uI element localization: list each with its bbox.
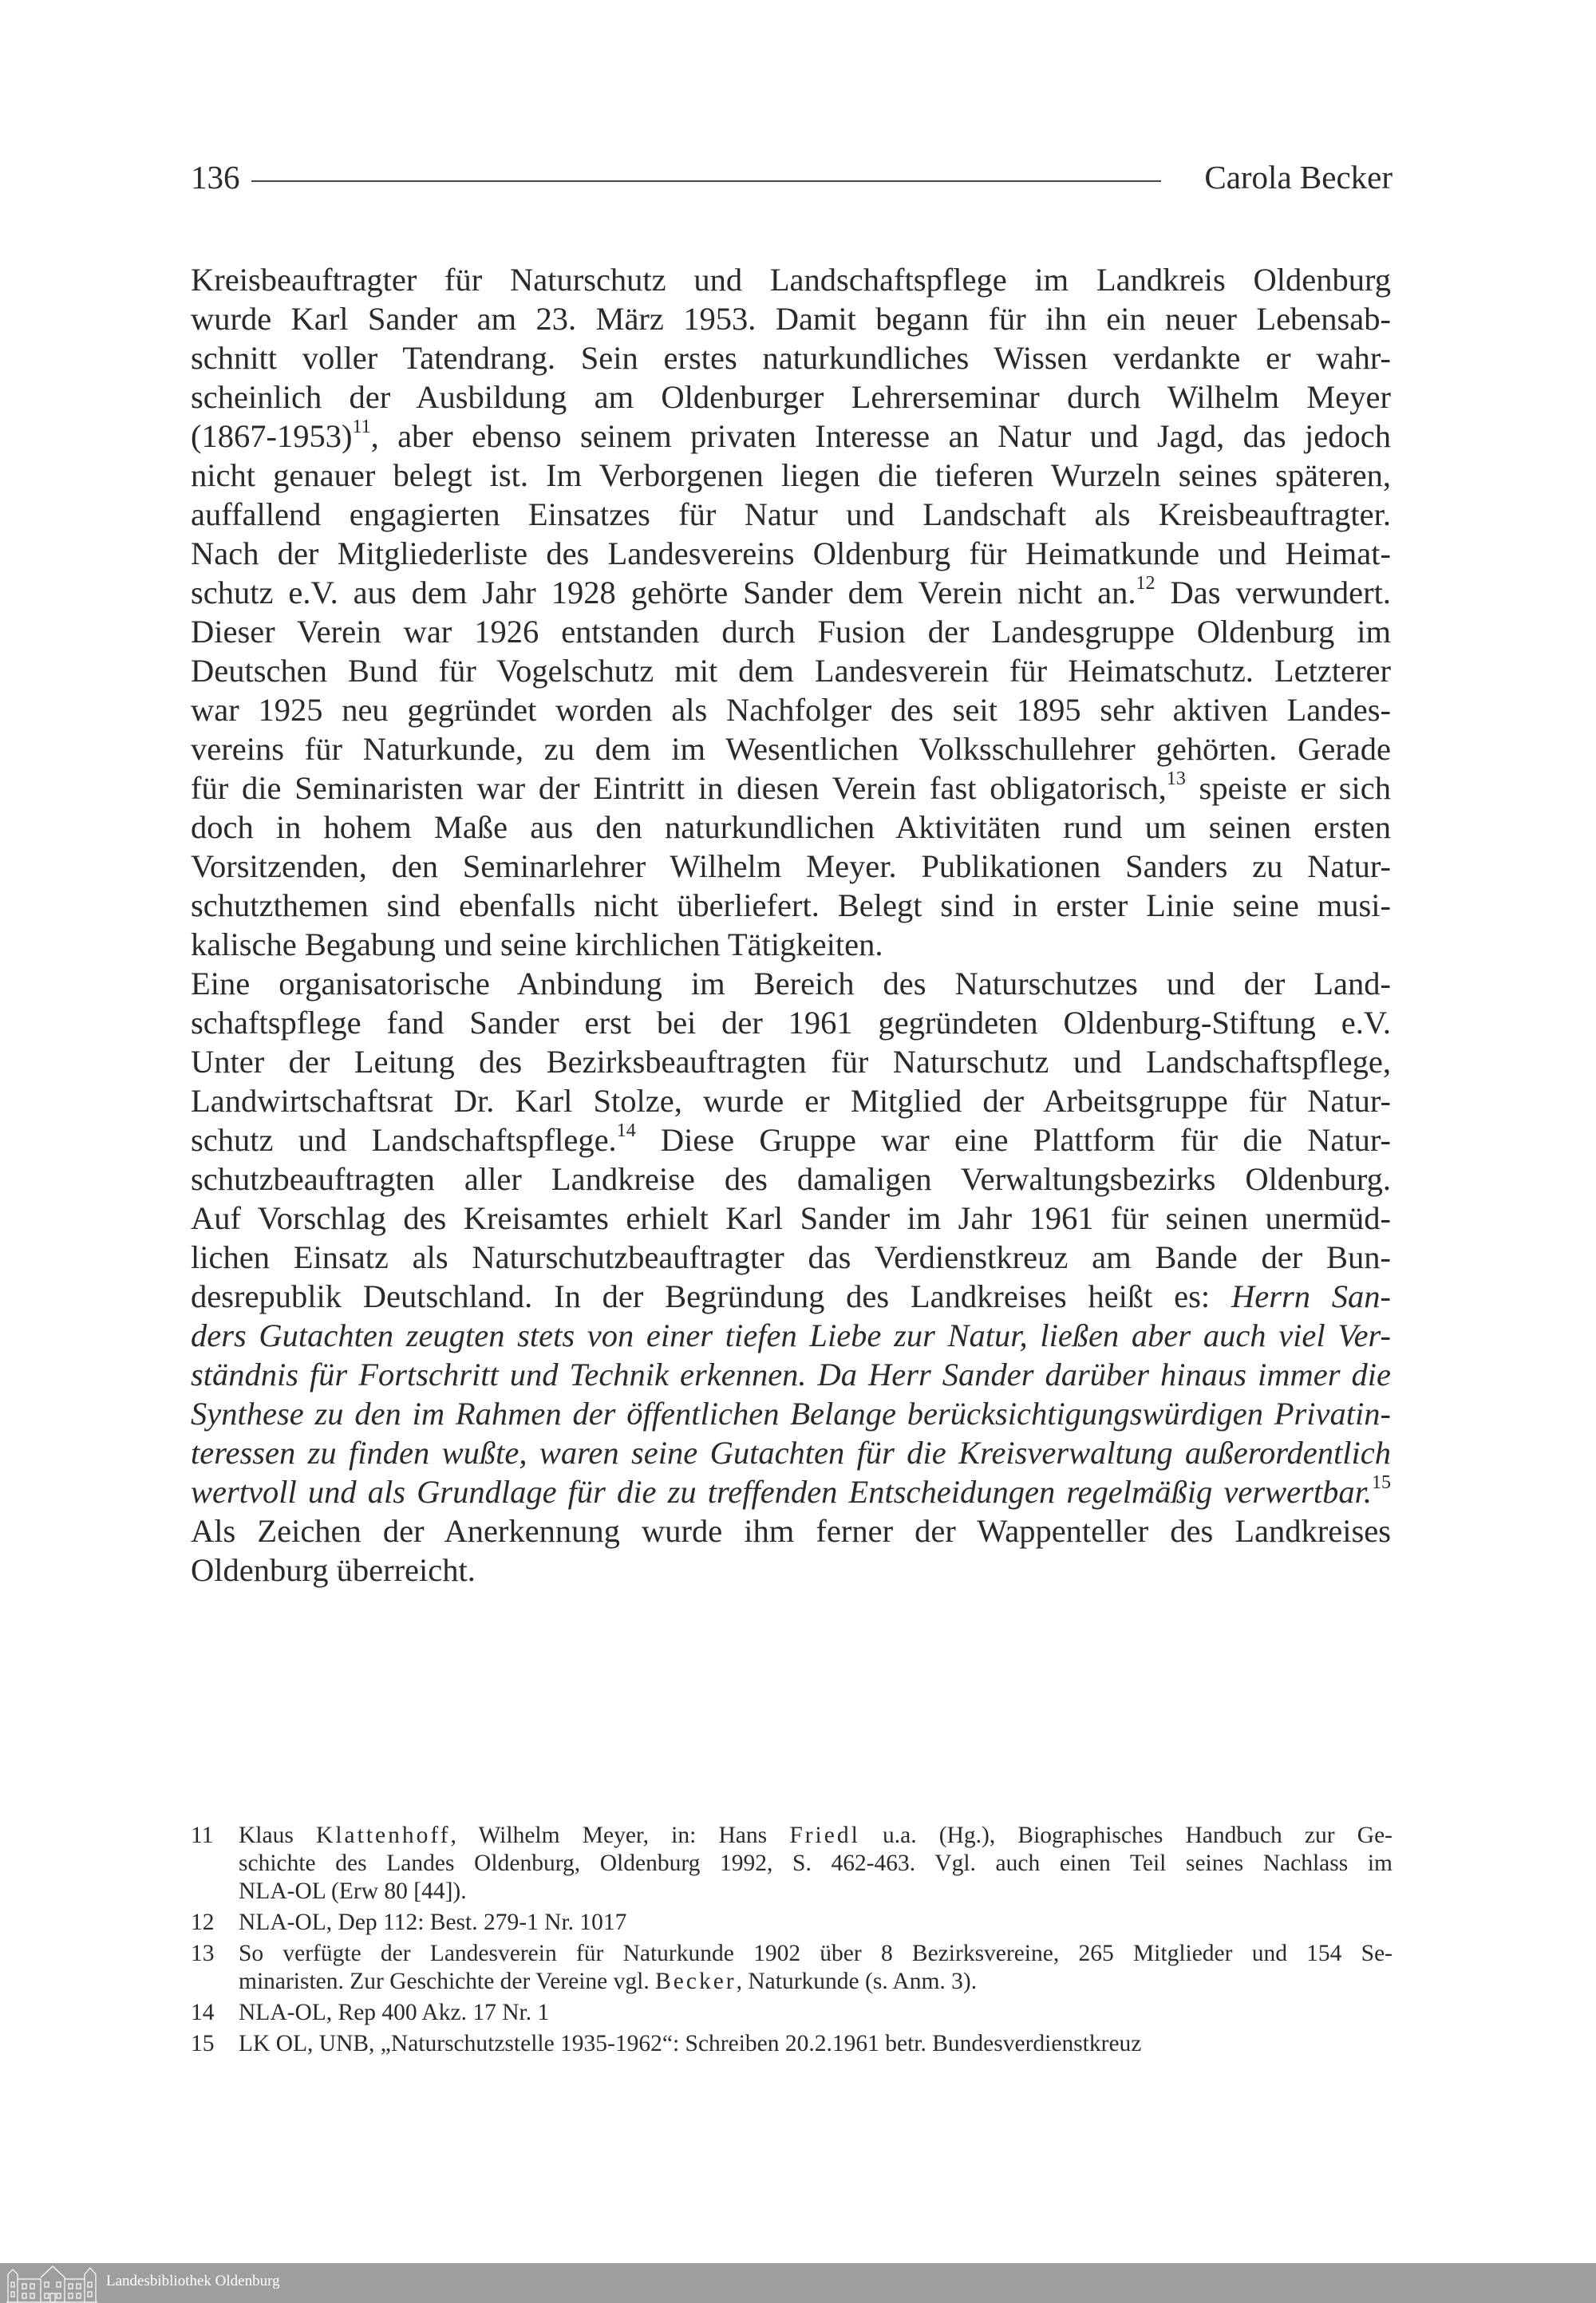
text-line [191, 377, 1391, 417]
footnote-number: 11 [191, 1823, 214, 1848]
text-line [191, 573, 1391, 612]
text-segment: minaristen. Zur Geschichte der Vereine vgl. [239, 1969, 656, 1994]
text-line [191, 886, 1391, 925]
text-segment: , Wilhelm Meyer, in: Hans [450, 1823, 790, 1848]
text-segment: NLA-OL (Erw 80 [44]). [239, 1878, 467, 1904]
footnote-line [239, 1822, 1393, 1850]
text-segment: So verfügte der Landesverein für Naturkunde 1902 über 8 Bezirksvereine, 265 Mitglieder und 154 Se- [239, 1941, 1393, 1966]
footnote-number: 12 [191, 1910, 215, 1935]
footnote [191, 1909, 1393, 1937]
footnote-line [239, 2030, 1393, 2058]
header-rule [251, 180, 1161, 182]
text-segment: NLA-OL, Rep 400 Akz. 17 Nr. 1 [239, 2000, 550, 2025]
text-segment: Becker [655, 1969, 737, 1994]
text-line [191, 495, 1391, 534]
text-line [191, 651, 1391, 690]
text-line [191, 1120, 1391, 1159]
text-segment: teressen zu finden wußte, waren seine Gutachten für die Kreisverwaltung außerordentlich [191, 1435, 1391, 1471]
text-segment: (1867-1953) [191, 418, 353, 454]
text-segment: doch in hohem Maße aus den naturkundlichen Aktivitäten rund um seinen ersten [191, 809, 1391, 845]
text-segment: Vorsitzenden, den Seminarlehrer Wilhelm Meyer. Publikationen Sanders zu Natur- [191, 848, 1391, 884]
text-segment: auffallend engagierten Einsatzes für Natur und Landschaft als Kreisbeauftragter. [191, 496, 1391, 532]
text-segment: Deutschen Bund für Vogelschutz mit dem Landesverein für Heimatschutz. Letzterer [191, 653, 1391, 689]
text-segment: Klaus [239, 1823, 317, 1848]
text-segment: Nach der Mitgliederliste des Landesvereins Oldenburg für Heimatkunde und Heimat- [191, 535, 1391, 571]
text-segment: Klattenhoff [316, 1823, 451, 1848]
text-segment: u.a. (Hg.), Biographisches Handbuch zur Ge- [859, 1823, 1393, 1848]
text-segment: Als Zeichen der Anerkennung wurde ihm ferner der Wappenteller des Landkreises [191, 1513, 1391, 1549]
footnote [191, 1999, 1393, 2027]
text-segment: Oldenburg überreicht. [191, 1552, 476, 1588]
text-segment: schichte des Landes Oldenburg, Oldenburg 1992, S. 462-463. Vgl. auch einen Teil seines Nachlass im [239, 1851, 1393, 1876]
text-segment: wurde Karl Sander am 23. März 1953. Damit begann für ihn ein neuer Lebensab- [191, 301, 1391, 337]
text-segment: war 1925 neu gegründet worden als Nachfolger des seit 1895 sehr aktiven Landes- [191, 692, 1391, 728]
footnote-line [239, 1909, 1393, 1937]
running-header [191, 158, 1393, 198]
text-line [191, 299, 1391, 338]
text-segment: Unter der Leitung des Bezirksbeauftragten für Naturschutz und Landschaftspflege, [191, 1044, 1391, 1080]
text-segment: LK OL, UNB, „Naturschutzstelle 1935-1962“: Schreiben 20.2.1961 betr. Bundesverdienstkreuz [239, 2031, 1142, 2056]
text-segment: Das verwundert. [1155, 575, 1391, 610]
text-segment: schutzbeauftragten aller Landkreise des damaligen Verwaltungsbezirks Oldenburg. [191, 1161, 1391, 1197]
footnote-reference: 13 [1166, 768, 1186, 789]
text-segment: für die Seminaristen war der Eintritt in diesen Verein fast obligatorisch, [191, 770, 1167, 806]
text-line [191, 1472, 1391, 1511]
text-segment: ständnis für Fortschritt und Technik erkennen. Da Herr Sander darüber hinaus immer die [191, 1357, 1391, 1392]
library-name: Landesbibliothek Oldenburg [106, 2273, 280, 2289]
text-line [191, 808, 1391, 847]
footnote [191, 1822, 1393, 1906]
body-text [191, 260, 1391, 1590]
text-segment: schutz und Landschaftspflege. [191, 1122, 617, 1158]
text-line [191, 456, 1391, 495]
text-segment: Eine organisatorische Anbindung im Bereich des Naturschutzes und der Land- [191, 966, 1391, 1001]
text-segment: lichen Einsatz als Naturschutzbeauftragter das Verdienstkreuz am Bande der Bun- [191, 1239, 1391, 1275]
text-line [191, 1316, 1391, 1355]
footnote-line [239, 1940, 1393, 1968]
text-segment: schaftspflege fand Sander erst bei der 1961 gegründeten Oldenburg-Stiftung e.V. [191, 1005, 1391, 1041]
text-line [191, 417, 1391, 456]
text-segment: Dieser Verein war 1926 entstanden durch Fusion der Landesgruppe Oldenburg im [191, 614, 1391, 650]
footnote-reference: 15 [1372, 1472, 1391, 1493]
text-line [191, 690, 1391, 729]
footnote-reference: 11 [352, 417, 371, 437]
text-line [191, 1159, 1391, 1199]
text-line [191, 1277, 1391, 1316]
text-line [191, 260, 1391, 299]
library-building-icon [5, 2263, 99, 2303]
library-footer-bar [0, 2263, 1596, 2303]
text-segment: Herrn San- [1231, 1278, 1391, 1314]
footnote-line [239, 1850, 1393, 1878]
text-line [191, 1199, 1391, 1238]
text-line [191, 964, 1391, 1003]
text-segment: schutzthemen sind ebenfalls nicht überliefert. Belegt sind in erster Linie seine musi- [191, 887, 1391, 923]
text-line [191, 1394, 1391, 1433]
text-segment: schutz e.V. aus dem Jahr 1928 gehörte Sander dem Verein nicht an. [191, 575, 1136, 610]
footnote-number: 15 [191, 2031, 215, 2056]
text-segment: NLA-OL, Dep 112: Best. 279-1 Nr. 1017 [239, 1910, 627, 1935]
text-segment: schnitt voller Tatendrang. Sein erstes naturkundliches Wissen verdankte er wahr- [191, 340, 1391, 376]
text-line [191, 729, 1391, 768]
text-segment: Auf Vorschlag des Kreisamtes erhielt Karl Sander im Jahr 1961 für seinen unermüd- [191, 1200, 1391, 1236]
text-line [191, 338, 1391, 377]
text-segment: scheinlich der Ausbildung am Oldenburger Lehrerseminar durch Wilhelm Meyer [191, 379, 1391, 415]
footnote-number: 14 [191, 2000, 215, 2025]
text-line [191, 1355, 1391, 1394]
footnotes [191, 1822, 1393, 2061]
text-line [191, 1238, 1391, 1277]
text-line [191, 1511, 1391, 1550]
text-segment: nicht genauer belegt ist. Im Verborgenen liegen die tieferen Wurzeln seines späteren, [191, 457, 1391, 493]
running-author: Carola Becker [1204, 159, 1393, 196]
text-segment: speiste er sich [1185, 770, 1391, 806]
text-line [191, 534, 1391, 573]
footnote-line [239, 1878, 1393, 1906]
text-segment: vereins für Naturkunde, zu dem im Wesentlichen Volksschullehrer gehörten. Gerade [191, 731, 1391, 767]
footnote-reference: 14 [616, 1120, 636, 1141]
text-segment: Friedl [789, 1823, 860, 1848]
text-line [191, 1550, 1391, 1590]
footnote-line [239, 1999, 1393, 2027]
text-segment: wertvoll und als Grundlage für die zu treffenden Entscheidungen regelmäßig verwertbar. [191, 1474, 1372, 1510]
text-segment: ders Gutachten zeugten stets von einer tiefen Liebe zur Natur, ließen aber auch viel Ver- [191, 1317, 1391, 1353]
text-line [191, 925, 1391, 964]
text-line [191, 1081, 1391, 1120]
text-segment: Landwirtschaftsrat Dr. Karl Stolze, wurde er Mitglied der Arbeitsgruppe für Natur- [191, 1083, 1391, 1119]
text-segment: desrepublik Deutschland. In der Begründung des Landkreises heißt es: [191, 1278, 1231, 1314]
text-segment: Kreisbeauftragter für Naturschutz und Landschaftspflege im Landkreis Oldenburg [191, 262, 1391, 298]
text-segment: Synthese zu den im Rahmen der öffentlichen Belange berücksichtigungswürdigen Privatin- [191, 1396, 1391, 1432]
text-line [191, 847, 1391, 886]
text-line [191, 1042, 1391, 1081]
page-number: 136 [191, 159, 240, 196]
text-line [191, 768, 1391, 808]
footnote [191, 1940, 1393, 1996]
footnote-number: 13 [191, 1941, 215, 1966]
text-line [191, 612, 1391, 651]
text-segment: Diese Gruppe war eine Plattform für die Natur- [635, 1122, 1391, 1158]
footnote [191, 2030, 1393, 2058]
text-segment: , Naturkunde (s. Anm. 3). [736, 1969, 978, 1994]
text-line [191, 1003, 1391, 1042]
text-segment: kalische Begabung und seine kirchlichen Tätigkeiten. [191, 926, 883, 962]
footnote-reference: 12 [1136, 573, 1156, 594]
footnote-line [239, 1968, 1393, 1996]
text-line [191, 1433, 1391, 1472]
text-segment: , aber ebenso seinem privaten Interesse an Natur und Jagd, das jedoch [370, 418, 1391, 454]
